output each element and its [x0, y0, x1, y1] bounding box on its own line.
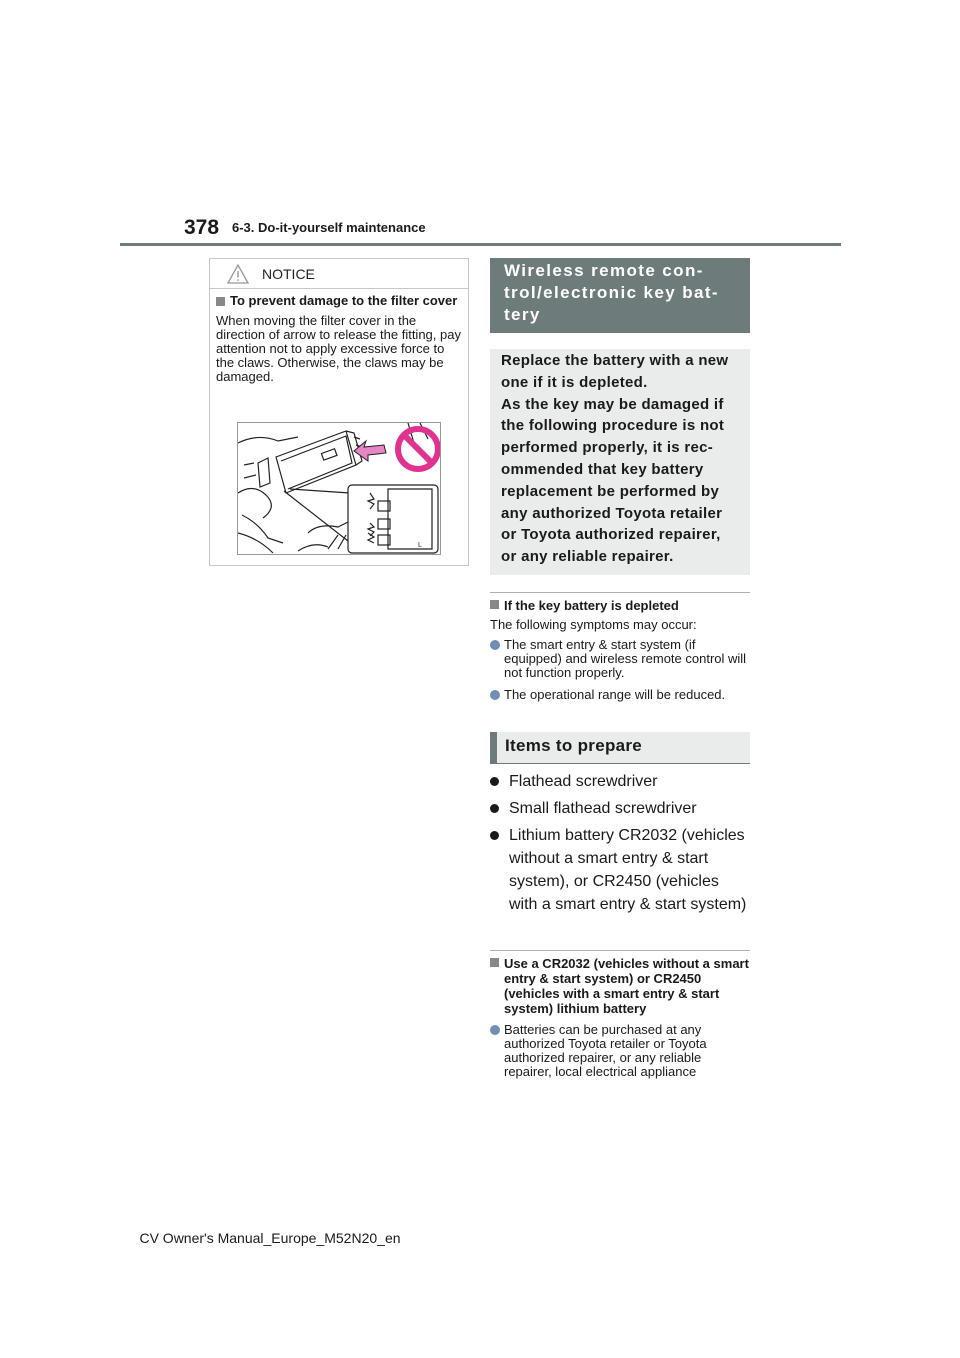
intro-line: As the key may be damaged if — [501, 395, 724, 413]
intro-line: Replace the battery with a new — [501, 352, 729, 369]
item-text: Small flathead screwdriver — [509, 800, 697, 817]
dot-bullet-icon — [490, 804, 499, 813]
symptom-text: The operational range will be reduced. — [504, 687, 726, 703]
banner-title-line-2: trol/electronic key bat- — [504, 283, 719, 302]
battery-type-heading — [490, 956, 750, 1016]
purchase-text: Batteries can be purchased at any authorized Toyota retailer or Toyota authorized repairer, or any reliable repairer, local electrical appliance — [504, 1022, 707, 1080]
depleted-heading — [490, 598, 750, 613]
battery-intro-box — [490, 349, 750, 575]
depleted-text: The following symptoms may occur: — [490, 617, 697, 632]
warning-triangle-icon — [226, 263, 250, 285]
list-item — [490, 770, 750, 793]
intro-line: any authorized Toyota retailer — [501, 504, 723, 522]
notice-body — [210, 289, 468, 384]
intro-line: replacement be performed by — [501, 482, 720, 500]
notice-box — [209, 258, 469, 566]
notice-subhead — [216, 294, 462, 308]
circle-bullet-icon — [490, 1025, 500, 1035]
symptom-item — [490, 638, 750, 680]
square-bullet-icon — [216, 297, 225, 306]
items-list — [490, 770, 750, 920]
intro-line: performed properly, it is rec- — [501, 439, 714, 457]
battery-type-section — [490, 956, 750, 1079]
intro-line: or any reliable repairer. — [501, 548, 674, 566]
filter-cover-illustration — [237, 422, 441, 555]
battery-type-heading-text: Use a CR2032 (vehicles without a smart entry & start system) or CR2450 (vehicles with a smart entry & start system) lithium battery — [504, 956, 749, 1016]
notice-subhead-text: To prevent damage to the filter cover — [230, 293, 458, 308]
header-rule — [120, 243, 841, 246]
divider — [490, 950, 750, 951]
dot-bullet-icon — [490, 777, 499, 786]
notice-header — [210, 259, 468, 289]
intro-line: ommended that key battery — [501, 460, 704, 478]
footer: CV Owner's Manual_Europe_M52N20_en — [139, 1230, 401, 1246]
banner-title-line-1: Wireless remote con- — [504, 261, 704, 280]
intro-line: one if it is depleted. — [501, 373, 648, 391]
depleted-section — [490, 598, 750, 702]
section-title: 6-3. Do-it-yourself maintenance — [232, 220, 426, 235]
banner-title-line-3: tery — [504, 305, 541, 324]
notice-text: When moving the filter cover in the direction of arrow to release the fitting, pay attention not to apply excessive force to the claws. Otherwise, the claws may be damaged. — [216, 313, 461, 385]
filter-cover-drawing — [238, 423, 441, 555]
item-text: Lithium battery CR2032 (vehicles without a smart entry & start system), or CR2450 (vehicles with a smart entry & start system) — [509, 827, 747, 913]
depleted-heading-text: If the key battery is depleted — [504, 598, 679, 613]
svg-text:L: L — [418, 542, 422, 549]
list-item — [490, 797, 750, 820]
square-bullet-icon — [490, 600, 499, 609]
symptom-text: The smart entry & start system (if equipped) and wireless remote control will not function properly. — [504, 637, 747, 681]
square-bullet-icon — [490, 958, 499, 967]
page-number: 378 — [184, 216, 220, 239]
intro-line: the following procedure is not — [501, 417, 725, 435]
notice-label: NOTICE — [262, 266, 315, 282]
battery-section-banner — [490, 258, 750, 333]
intro-line: or Toyota authorized repairer, — [501, 526, 721, 544]
circle-bullet-icon — [490, 640, 500, 650]
items-to-prepare-banner: Items to prepare — [490, 732, 750, 764]
symptom-item — [490, 688, 750, 702]
purchase-item — [490, 1023, 750, 1079]
list-item — [490, 824, 750, 916]
dot-bullet-icon — [490, 831, 499, 840]
item-text: Flathead screwdriver — [509, 773, 658, 790]
prohibited-icon — [398, 429, 438, 469]
divider — [490, 592, 750, 593]
circle-bullet-icon — [490, 690, 500, 700]
